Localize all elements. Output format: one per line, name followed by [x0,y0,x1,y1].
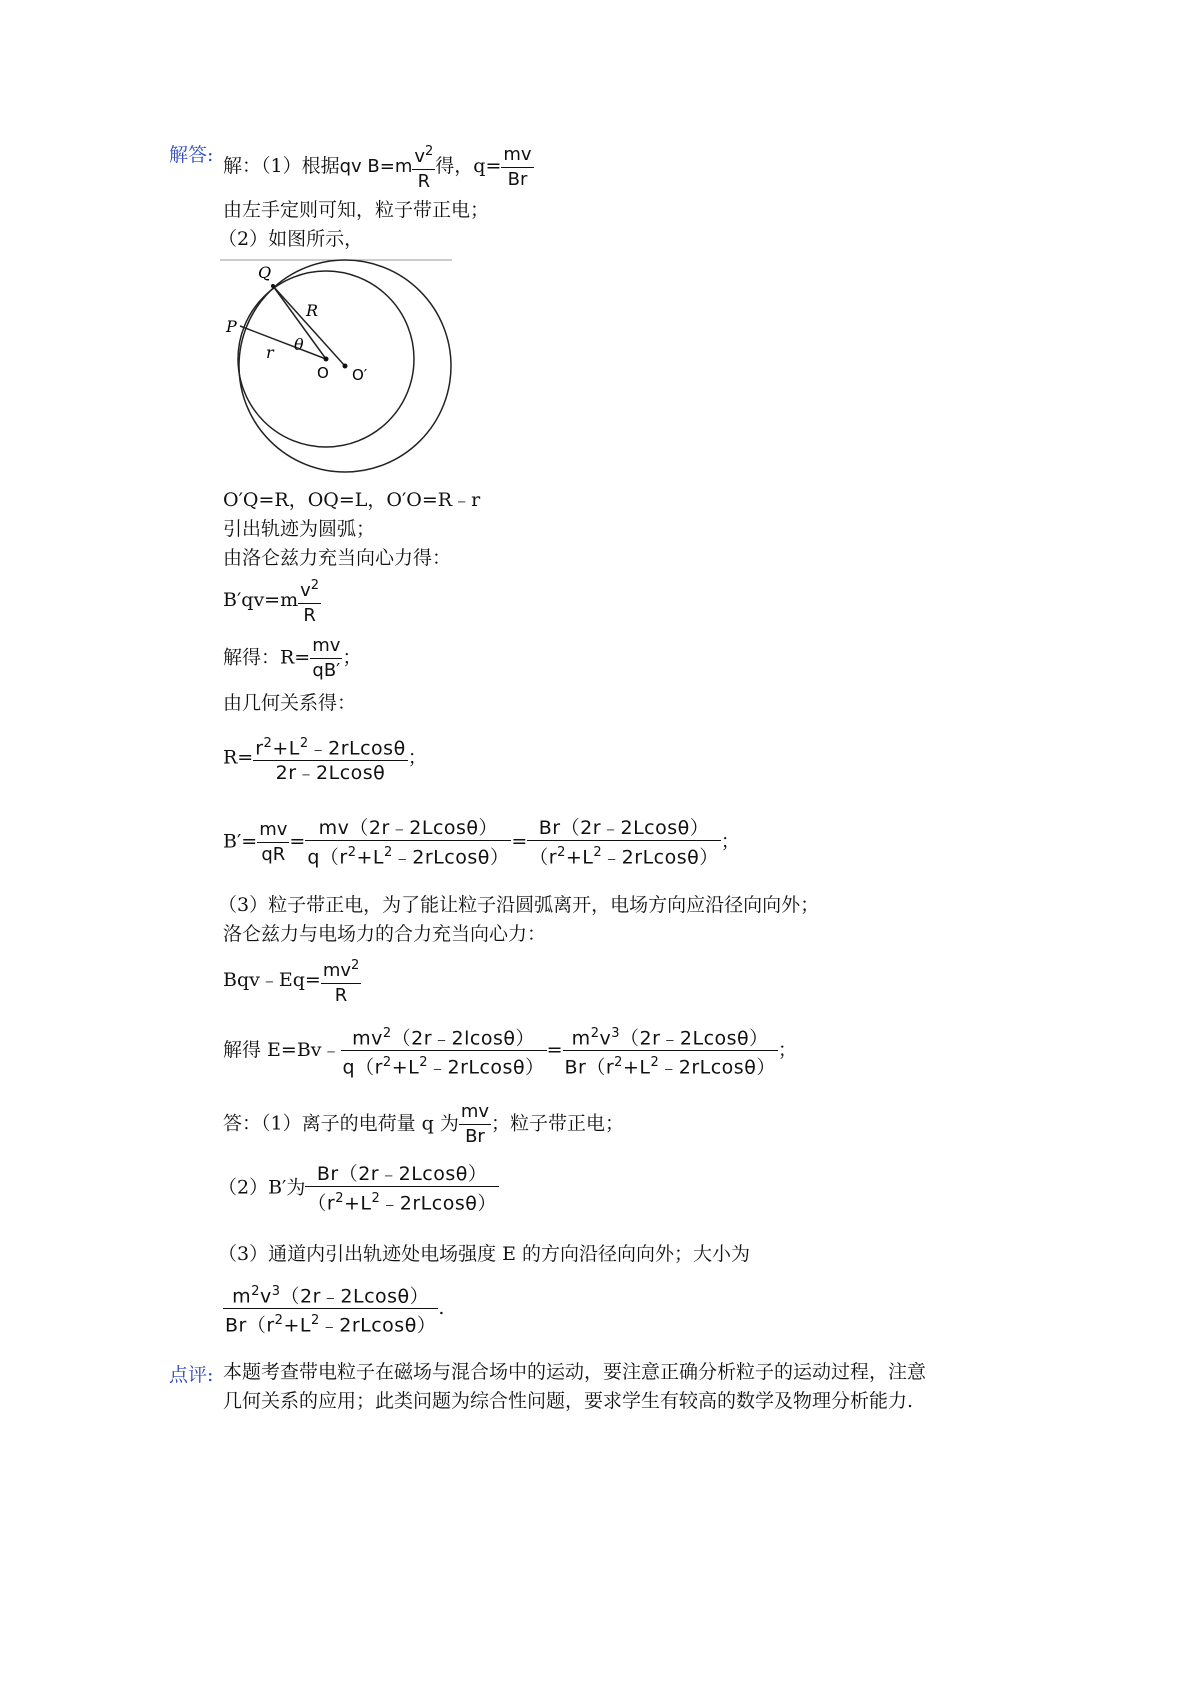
answer3-fraction: $\frac{m^2v^3(2r﹣2Lcos\theta)}{Br(r^2+L^2﹣2rLcos\theta)}$ . [225,1284,445,1337]
radius-R-line [273,286,345,366]
left-hand-rule-line: 由左手定则可知，粒子带正电； [223,199,490,221]
arc-line: 引出轨迹为圆弧； [223,518,376,540]
label-theta: θ [294,335,304,354]
point-Oprime [343,364,348,369]
eq-R-geometry: R= $\frac{r^2+L^2﹣2rLcos\theta}{2r﹣2Lcos\theta}$ ； [223,736,427,785]
eq-R-solved: 解得：R= $\frac{mv}{qB'}$ ； [223,635,362,681]
label-R: R [306,301,319,320]
lorentz-line: 由洛仑兹力充当向心力得： [223,547,452,569]
step1-mid: 得，q= [435,155,502,177]
point-Q [271,284,275,288]
label-Q: Q [258,263,272,282]
circles-diagram [220,256,460,486]
label-r: r [266,343,274,362]
point-O [324,357,329,362]
geometry-line: 由几何关系得： [223,692,357,714]
label-P: P [226,317,237,336]
combined-force-line: 洛仑兹力与电场力的合力充当向心力： [223,923,547,945]
part2-line: （2）如图所示， [218,228,364,250]
comment-label: 点评: [169,1364,214,1386]
eq-Bqv-mv2R: B′qv=m $\frac{v^2}{R}$ [223,578,320,626]
label-O: O [317,364,329,382]
label-Oprime: O′ [352,366,368,384]
step1-frac-v2R: $\frac{v^2}{R}$ [414,144,434,192]
step1-intro: 解：（1）根据 [223,155,340,177]
relations-line: O′Q=R，OQ=L，O′O=R﹣r [223,489,481,511]
eq-Bprime: B′= $\frac{mv}{qR}$ = $\frac{mv(2r﹣2Lcos\theta)}{q(r^2+L^2﹣2rLcos\theta)}$ = $\frac{Br(2r﹣2Lcos\theta)}{(r^2+L^2﹣2rLcos\theta)}$ ； [223,817,740,869]
eq-Bqv-Eq: Bqv﹣Eq= $\frac{mv^2}{R}$ [223,958,360,1006]
answer2-line: （2）B′为 $\frac{Br(2r﹣2Lcos\theta)}{(r^2+L^2﹣2rLcos\theta)}$ [218,1163,497,1215]
comment-line-1: 本题考查带电粒子在磁场与混合场中的运动，要注意正确分析粒子的运动过程，注意 [223,1361,927,1383]
answer3-line: （3）通道内引出轨迹处电场强度 E 的方向沿径向向外；大小为 [218,1243,751,1265]
step1-lhs: qv B=m [339,156,413,177]
answer1-line: 答：（1）离子的电荷量 q 为 $\frac{mv}{Br}$ ；粒子带正电； [223,1101,625,1147]
step1-frac-q: $\frac{mv}{Br}$ [503,143,532,190]
step1-line [223,140,534,194]
part3-line: （3）粒子带正电，为了能让粒子沿圆弧离开，电场方向应沿径向向外； [218,894,820,916]
eq-E: 解得 E=Bv﹣ $\frac{mv^2(2r﹣2lcos\theta)}{q(r^2+L^2﹣2rLcos\theta)}$ = $\frac{m^2v^3(2r﹣2Lcos\theta)}{Br(r^2+L^2﹣2rLcos\theta)}$ ； [223,1026,797,1079]
answer-label: 解答: [169,144,214,166]
comment-line-2: 几何关系的应用；此类问题为综合性问题，要求学生有较高的数学及物理分析能力. [223,1390,914,1412]
